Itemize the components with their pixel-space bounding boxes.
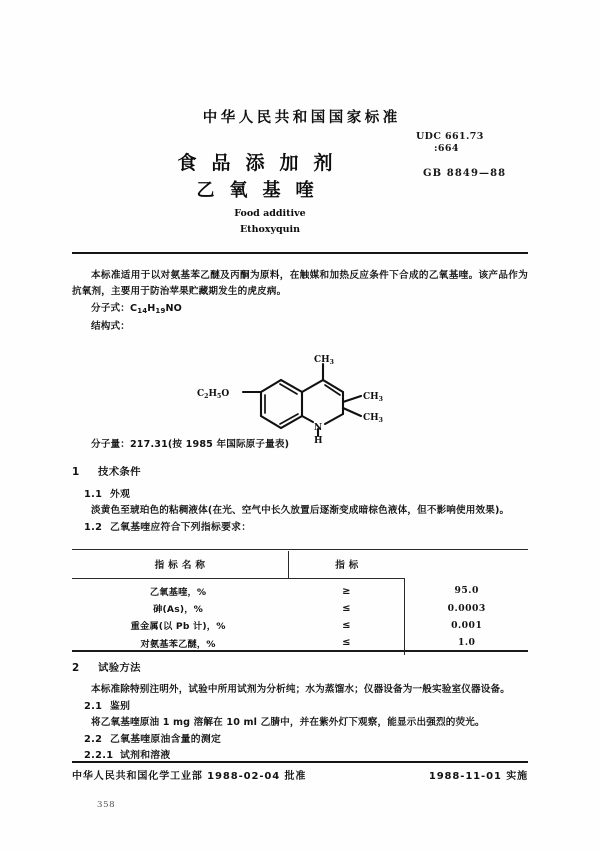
document-body-upper xyxy=(72,268,528,336)
cell-indicator-name: 对氨基苯乙醚，% xyxy=(140,638,216,650)
section-1-number: 1 xyxy=(72,466,80,479)
section-1-heading xyxy=(72,464,528,480)
specification-table xyxy=(72,551,528,655)
section-1-2-heading xyxy=(72,520,528,536)
table-row xyxy=(72,600,528,617)
table-row xyxy=(72,579,528,600)
section-2-1-number: 2.1 xyxy=(84,700,103,712)
section-1-1-heading xyxy=(72,487,528,503)
footer-approval-text: 中华人民共和国化学工业部 1988-02-04 批准 xyxy=(72,771,307,782)
spacer xyxy=(72,453,528,464)
cell-indicator-name: 重金属(以 Pb 计)，% xyxy=(130,621,226,633)
cell-indicator-value: 95.0 xyxy=(454,585,479,597)
label-methyl-right-lower: $CH_3$ xyxy=(363,413,383,424)
table-row xyxy=(72,617,528,634)
section-2-title: 试验方法 xyxy=(98,662,141,674)
cell-operator: ≥ xyxy=(288,579,405,600)
molecular-formula-value: $C_{14}H_{19}NO$ xyxy=(129,302,182,315)
document-body-section2 xyxy=(72,660,528,764)
page-number: 358 xyxy=(97,800,116,810)
standard-organization-heading: 中华人民共和国国家标准 xyxy=(202,110,401,126)
molecular-formula-line xyxy=(72,301,528,319)
section-1-1-title: 外观 xyxy=(110,488,131,500)
udc-code-line1: UDC 661.73 xyxy=(416,131,484,142)
label-nitrogen-atom: N xyxy=(314,423,323,433)
section-2-intro-text: 本标准除特别注明外，试验中所用试剂为分析纯；水为蒸馏水；仪器设备为一般实验室仪器设备。 xyxy=(91,684,510,696)
document-title-sub: 乙氧基喹 xyxy=(196,180,329,201)
section-1-1-number: 1.1 xyxy=(84,488,103,500)
document-title-main: 食品添加剂 xyxy=(177,152,348,174)
section-2-number: 2 xyxy=(72,662,80,674)
footer-divider-rule xyxy=(72,761,528,763)
cell-operator: ≤ xyxy=(288,617,405,634)
footer-implementation-text: 1988-11-01 实施 xyxy=(428,771,528,782)
table-header-row xyxy=(72,551,528,579)
udc-classification-code xyxy=(416,131,536,155)
section-2-1-text: 将乙氧基喹原油 1 mg 溶解在 10 ml 乙腈中，并在紫外灯下观察，能显示出强烈的荧光。 xyxy=(91,717,485,729)
gb-standard-number: GB 8849—88 xyxy=(423,168,507,179)
section-1-1-text: 淡黄色至琥珀色的粘稠液体(在光、空气中长久放置后逐渐变成暗棕色液体，但不影响使用效果)。 xyxy=(91,505,510,517)
cell-indicator-value: 1.0 xyxy=(457,637,476,649)
section-2-2-heading xyxy=(72,732,528,748)
scope-paragraph: 本标准适用于以对氨基苯乙醚及丙酮为原料，在触媒和加热反应条件下合成的乙氧基喹。该产品作为抗氧剂，主要用于防治苹果贮藏期发生的虎皮病。 xyxy=(72,270,528,298)
section-1-2-number: 1.2 xyxy=(84,521,103,533)
section-2-2-title: 乙氧基喹原油含量的测定 xyxy=(110,733,222,745)
label-hydrogen-atom: H xyxy=(314,436,323,444)
label-ethoxy-group: $C_2H_5O$ xyxy=(197,389,230,400)
section-2-1-heading xyxy=(72,699,528,715)
cell-operator: ≤ xyxy=(288,634,405,655)
label-methyl-top: $CH_3$ xyxy=(314,355,334,366)
section-1-2-title: 乙氧基喹应符合下列指标要求： xyxy=(110,521,252,533)
document-body-section1 xyxy=(72,437,528,536)
document-title-english-line2: Ethoxyquin xyxy=(239,224,301,235)
molecular-formula-label: 分子式： xyxy=(91,302,130,314)
cell-indicator-value: 0.0003 xyxy=(447,602,486,614)
header-divider-rule xyxy=(72,252,528,254)
cell-indicator-name: 乙氧基喹，% xyxy=(149,587,207,598)
section-2-2-1-title: 试剂和溶液 xyxy=(120,750,171,762)
label-methyl-right-upper: $CH_3$ xyxy=(363,392,383,403)
chemical-structure-diagram xyxy=(72,352,528,444)
section-1-title: 技术条件 xyxy=(98,466,141,479)
table-body xyxy=(72,579,528,655)
table-bottom-border xyxy=(72,650,528,652)
table-header-indicator-name: 指标名称 xyxy=(72,551,288,579)
section-2-1-title: 鉴别 xyxy=(110,700,131,712)
table-head xyxy=(72,551,528,579)
section-2-heading xyxy=(72,660,528,676)
document-title-english-line1: Food additive xyxy=(234,208,306,219)
cell-operator: ≤ xyxy=(288,600,405,617)
structure-formula-label: 结构式： xyxy=(91,321,130,333)
ethoxyquin-structure-svg xyxy=(185,352,415,444)
cell-indicator-name: 砷(As)，% xyxy=(153,604,204,616)
udc-code-line2: :664 xyxy=(434,143,459,154)
section-2-2-number: 2.2 xyxy=(84,733,103,745)
section-2-2-1-number: 2.2.1 xyxy=(84,750,114,762)
table-header-indicator-value: 指标 xyxy=(288,551,405,579)
molecular-weight-line: 分子量：217.31(按 1985 年国际原子量表) xyxy=(91,439,290,450)
cell-indicator-value: 0.001 xyxy=(451,619,483,631)
